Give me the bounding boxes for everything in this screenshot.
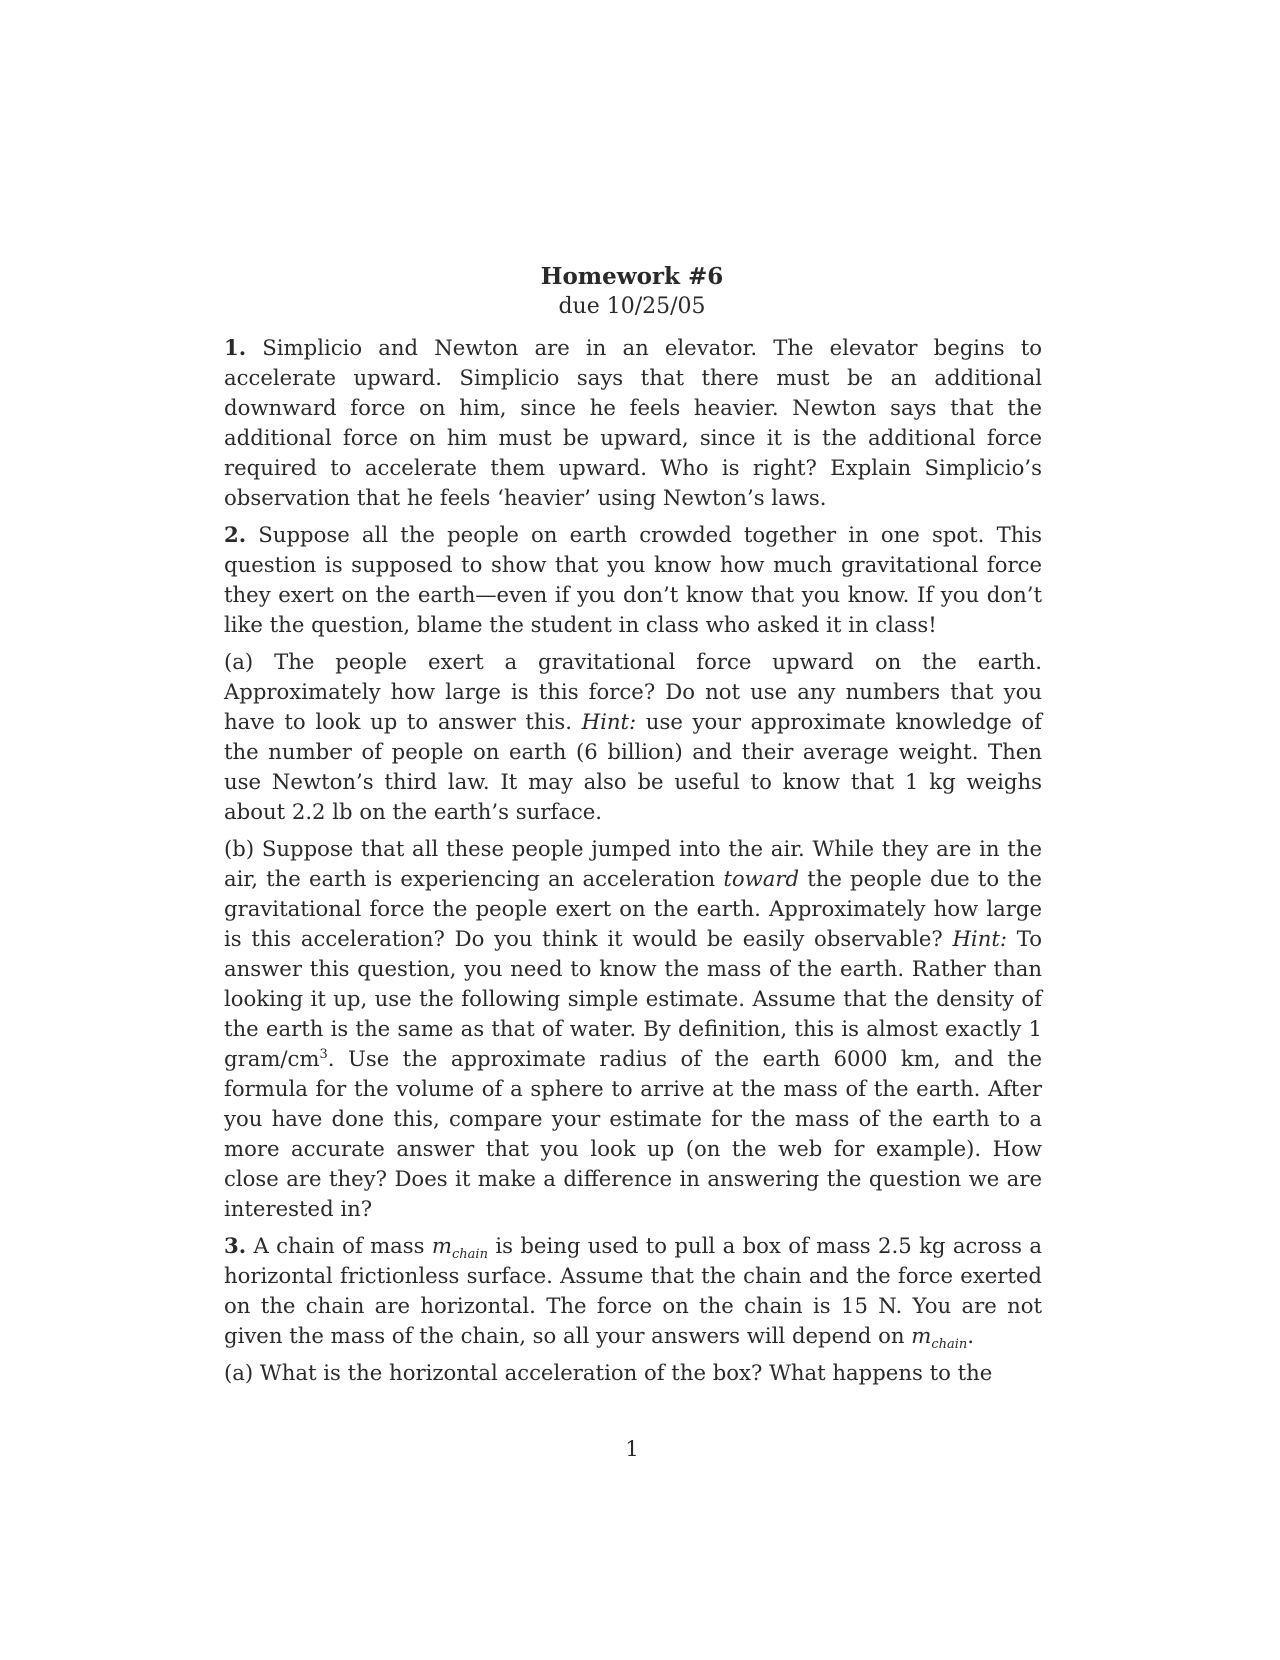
document-body	[224, 333, 1042, 1395]
problem-3a-text: What is the horizontal acceleration of the box? What happens to the	[259, 1360, 993, 1385]
problem-2a-text: The people exert a gravitational force upward on the earth. Approximately how large is this force? Do not use any numbers that you have to look up to answer this.	[224, 649, 1042, 734]
problem-2b-emphasis: toward	[723, 866, 800, 891]
problem-2b-text-3: To answer this question, you need to know the mass of the earth. Rather than looking it up, use the following simple estimate. Assume that the density of the earth is the same as that of water. By definition, this is almost exactly 1 gram/cm	[224, 926, 1042, 1071]
problem-3a-label: (a)	[224, 1360, 254, 1385]
problem-2b-text-4: . Use the approximate radius of the earth 6000 km, and the formula for the volume of a sphere to arrive at the mass of the earth. After you have done this, compare your estimate for the mass of the earth to a more accurate answer that you look up (on the web for example). How close are they? Does it make a difference in answering the question we are interested in?	[224, 1046, 1042, 1221]
problem-2a	[224, 647, 1042, 827]
problem-1	[224, 333, 1042, 513]
problem-2a-label: (a)	[224, 649, 254, 674]
problem-2-intro	[224, 520, 1042, 640]
cubic-exponent: 3	[319, 1046, 328, 1062]
problem-2-intro-text: Suppose all the people on earth crowded together in one spot. This question is supposed to show that you know how much gravitational force they exert on the earth—even if you don’t know that you know. If you don’t like the question, blame the student in class who asked it in class!	[224, 522, 1042, 637]
problem-3-text-2: is being used to pull a box of mass 2.5 kg across a horizontal frictionless surface. Assume that the chain and the force exerted on the chain are horizontal. The force on the chain is 15 N. You are not given the mass of the chain, so all your answers will depend on	[224, 1233, 1042, 1348]
problem-2a-hint-label: Hint:	[581, 709, 637, 734]
problem-2b-hint-label: Hint:	[952, 926, 1008, 951]
problem-2-number: 2.	[224, 522, 247, 547]
document-title: Homework #6	[540, 263, 724, 290]
problem-2b-label: (b)	[224, 836, 255, 861]
problem-2b-text-2: the people due to the gravitational force the people exert on the earth. Approximately how large is this acceleration? Do you think it would be easily observable?	[224, 866, 1042, 951]
problem-3-end: .	[967, 1323, 975, 1348]
problem-3	[224, 1231, 1042, 1351]
document-header	[0, 262, 1264, 322]
problem-3-number: 3.	[224, 1233, 247, 1258]
problem-1-text: Simplicio and Newton are in an elevator. The elevator begins to accelerate upward. Simplicio says that there must be an additional downward force on him, since he feels heavier. Newton says that the additional force on him must be upward, since it is the additional force required to accelerate them upward. Who is right? Explain Simplicio’s observation that he feels ‘heavier’ using Newton’s laws.	[224, 335, 1042, 510]
problem-2b-text-1: Suppose that all these people jumped into the air. While they are in the air, the earth is experiencing an acceleration	[224, 836, 1042, 891]
due-date: due 10/25/05	[558, 294, 706, 319]
chain-mass-symbol-end: $m_{chain}$	[911, 1323, 968, 1353]
page-number: 1	[625, 1437, 639, 1461]
problem-3-text-1: A chain of mass	[253, 1233, 425, 1258]
chain-mass-symbol: $m_{chain}$	[431, 1233, 488, 1263]
problem-3a	[224, 1358, 1042, 1388]
problem-2b	[224, 834, 1042, 1224]
problem-2a-hint-text: use your approximate knowledge of the number of people on earth (6 billion) and their average weight. Then use Newton’s third law. It may also be useful to know that 1 kg weighs about 2.2 lb on the earth’s surface.	[224, 709, 1042, 824]
problem-1-number: 1.	[224, 335, 247, 360]
